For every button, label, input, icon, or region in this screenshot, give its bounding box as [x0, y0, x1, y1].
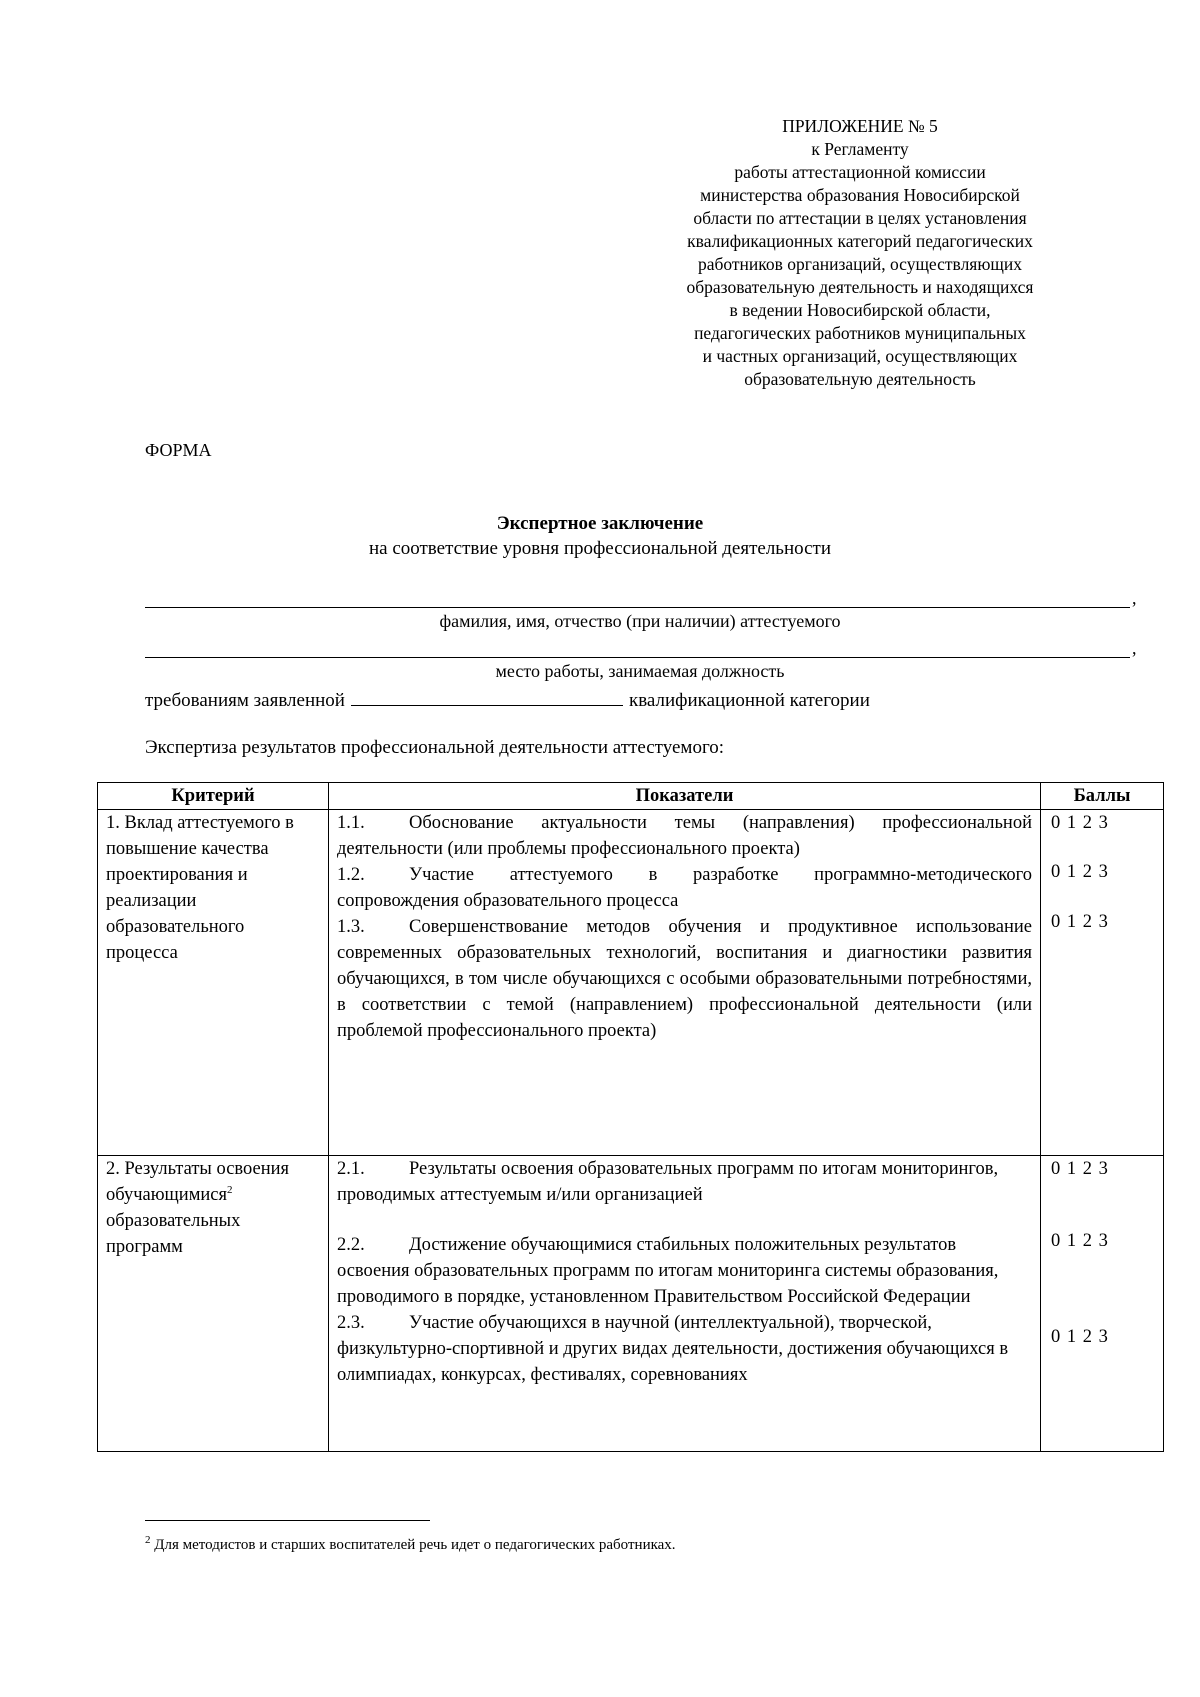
indicator-number: 2.2. [337, 1235, 365, 1255]
appendix-line: квалификационных категорий педагогических [687, 231, 1033, 251]
footnote-text: Для методистов и старших воспитателей речь идет о педагогических работниках. [154, 1537, 676, 1553]
appendix-line: в ведении Новосибирской области, [729, 300, 991, 320]
indicator-text: Обоснование актуальности темы (направления) профессиональной деятельности (или проблемы профессионального проекта) [337, 813, 1032, 859]
indicator-text: Достижение обучающимися стабильных положительных результатов освоения образовательных программ по итогам мониторинга системы образования, проводимого в порядке, установленном Правительством Российской Федерации [337, 1235, 999, 1307]
expertise-heading: Экспертиза результатов профессиональной деятельности аттестуемого: [145, 737, 725, 758]
table-row [98, 1156, 1164, 1452]
criterion-text-a: 2. Результаты освоения обучающимися [106, 1159, 290, 1205]
appendix-line: министерства образования Новосибирской [700, 185, 1020, 205]
requirements-before: требованиям заявленной [145, 690, 345, 711]
indicator [337, 862, 1032, 914]
indicators-cell [329, 1156, 1041, 1452]
appendix-line: работы аттестационной комиссии [734, 162, 986, 182]
footnote-separator [145, 1520, 430, 1521]
indicator-number: 1.2. [337, 865, 365, 885]
score-options[interactable]: 0 1 2 3 [1051, 862, 1109, 882]
indicator-text: Результаты освоения образовательных программ по итогам мониторингов, проводимых аттестуемым и/или организацией [337, 1159, 999, 1205]
indicator [337, 1310, 1032, 1388]
appendix-line: педагогических работников муниципальных [694, 323, 1026, 343]
indicator-text: Совершенствование методов обучения и продуктивное использование современных образовательных технологий, воспитания и диагностики развития обучающихся, в том числе обучающихся с особыми образовательными потребностями, в соответствии с темой (направлением) профессиональной деятельности (или проблемой профессионального проекта) [337, 917, 1032, 1041]
footnote [145, 1534, 676, 1554]
appendix-line: ПРИЛОЖЕНИЕ № 5 [782, 116, 938, 136]
indicator [337, 914, 1032, 1044]
criterion-text-b: образовательных программ [106, 1211, 241, 1257]
indicator-text: Участие обучающихся в научной (интеллектуальной), творческой, физкультурно-спортивной и других видах деятельности, достижения обучающихся в олимпиадах, конкурсах, фестивалях, соревнованиях [337, 1313, 1009, 1385]
appendix-line: к Регламенту [811, 139, 909, 159]
document-subtitle: на соответствие уровня профессиональной деятельности [368, 538, 832, 559]
appendix-header [650, 115, 1070, 391]
scores-cell [1041, 810, 1164, 1156]
criterion-text: 1. Вклад аттестуемого в повышение качества проектирования и реализации образовательного процесса [106, 813, 294, 963]
indicator-number: 2.3. [337, 1313, 365, 1333]
indicator-number: 2.1. [337, 1159, 365, 1179]
requirements-line [145, 690, 870, 712]
criteria-table [97, 782, 1164, 1452]
footnote-ref[interactable]: 2 [227, 1183, 233, 1196]
header-scores: Баллы [1041, 783, 1164, 810]
indicator [337, 1156, 1032, 1208]
criterion-cell [98, 1156, 329, 1452]
indicator [337, 1232, 1032, 1310]
indicator [337, 810, 1032, 862]
full-name-caption: фамилия, имя, отчество (при наличии) аттестуемого [439, 611, 841, 631]
workplace-comma: , [1132, 638, 1137, 658]
score-options[interactable]: 0 1 2 3 [1051, 1231, 1109, 1251]
table-row [98, 810, 1164, 1156]
appendix-line: образовательную деятельность [744, 369, 976, 389]
workplace-field-line[interactable] [145, 657, 1130, 658]
full-name-field-line[interactable] [145, 607, 1130, 608]
appendix-line: работников организаций, осуществляющих [697, 254, 1023, 274]
document-title: Экспертное заключение [496, 513, 704, 534]
indicators-cell [329, 810, 1041, 1156]
criterion-text [106, 1156, 320, 1260]
indicator-text: Участие аттестуемого в разработке программно-методического сопровождения образовательного процесса [337, 865, 1032, 911]
score-options[interactable]: 0 1 2 3 [1051, 1327, 1109, 1347]
header-indicators: Показатели [329, 783, 1041, 810]
header-criterion: Критерий [98, 783, 329, 810]
indicator-number: 1.3. [337, 917, 365, 937]
appendix-line: области по аттестации в целях установления [693, 208, 1027, 228]
indicator-number: 1.1. [337, 813, 365, 833]
requirements-after: квалификационной категории [628, 690, 870, 711]
scores-cell [1041, 1156, 1164, 1452]
criterion-cell [98, 810, 329, 1156]
appendix-line: и частных организаций, осуществляющих [702, 346, 1018, 366]
workplace-caption: место работы, занимаемая должность [495, 661, 785, 681]
footnote-mark: 2 [145, 1534, 151, 1546]
category-field-line[interactable] [351, 691, 623, 706]
form-label: ФОРМА [145, 440, 212, 460]
score-options[interactable]: 0 1 2 3 [1051, 912, 1109, 932]
score-options[interactable]: 0 1 2 3 [1051, 813, 1109, 833]
appendix-line: образовательную деятельность и находящихся [686, 277, 1034, 297]
full-name-comma: , [1132, 588, 1137, 608]
table-header-row [98, 783, 1164, 810]
score-options[interactable]: 0 1 2 3 [1051, 1159, 1109, 1179]
